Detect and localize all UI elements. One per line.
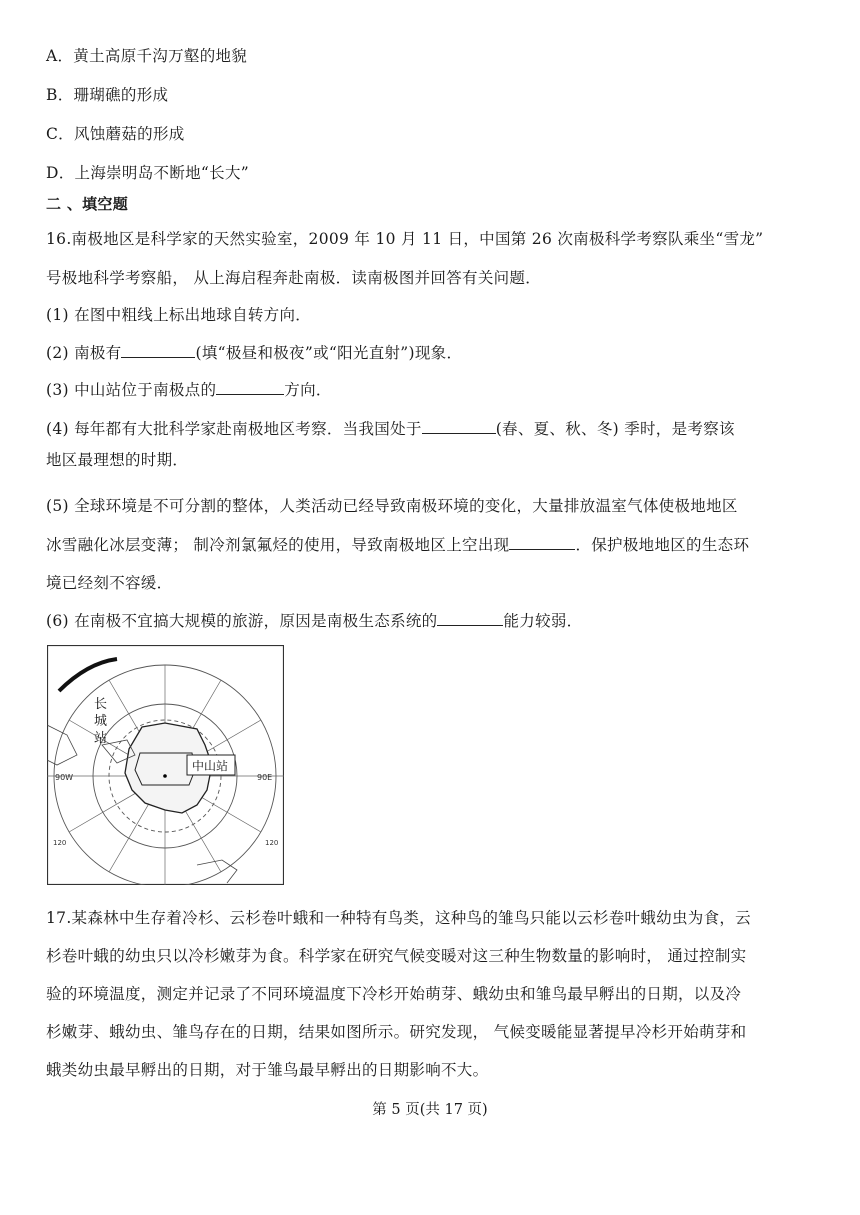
q16-part-5-text-c: ．保护极地地区的生态环 — [575, 536, 750, 554]
q16-part-2-text-b: (填“极昼和极夜”或“阳光直射”)现象． — [195, 344, 463, 362]
page-footer: 第 5 页(共 17 页) — [372, 1102, 488, 1118]
option-d: D．上海崇明岛不断地“长大” — [46, 164, 249, 182]
svg-text:长: 长 — [94, 697, 108, 712]
label-90e: 90E — [257, 773, 273, 782]
answer-blank-4[interactable] — [422, 419, 496, 434]
q16-part-3-text-a: (3) 中山站位于南极点的 — [46, 381, 217, 399]
svg-text:站: 站 — [94, 731, 108, 746]
q17-line-3: 验的环境温度，测定并记录了不同环境温度下冷杉开始萌芽、蛾幼虫和雏鸟最早孵出的日期，以及冷 — [46, 985, 742, 1003]
q17-line-2: 杉卷叶蛾的幼虫只以冷杉嫩芽为食。科学家在研究气候变暖对这三种生物数量的影响时， 通过控制实 — [46, 947, 747, 965]
q16-part-3-text-b: 方向． — [284, 381, 332, 399]
antarctica-map — [47, 645, 284, 885]
q16-part-4-cont: 地区最理想的时期． — [46, 451, 189, 469]
q16-part-4-text-b: (春、夏、秋、冬) 季时，是考察该 — [495, 420, 735, 438]
option-b: B．珊瑚礁的形成 — [46, 86, 169, 104]
q16-part-5-text-b: 冰雪融化冰层变薄； 制冷剂氯氟烃的使用，导致南极地区上空出现 — [46, 536, 510, 554]
answer-blank-2[interactable] — [121, 343, 195, 358]
label-120-left: 120 — [53, 839, 67, 847]
label-changcheng — [94, 697, 107, 746]
q16-part-2 — [46, 341, 462, 363]
section-title: 二 、填空题 — [46, 195, 129, 213]
label-zhongshan: 中山站 — [192, 759, 229, 773]
q16-part-1: (1) 在图中粗线上标出地球自转方向． — [46, 306, 312, 324]
q17-line-1: 17.某森林中生存着冷杉、云杉卷叶蛾和一种特有鸟类，这种鸟的雏鸟只能以云杉卷叶蛾幼虫为食，云 — [46, 909, 751, 927]
q16-part-6-text-b: 能力较弱． — [503, 612, 583, 630]
q16-part-4 — [46, 417, 735, 439]
q16-part-2-text-a: (2) 南极有 — [46, 344, 122, 362]
q16-intro-line-1: 16.南极地区是科学家的天然实验室，2009 年 10 月 11 日，中国第 26 次南极科学考察队乘坐“雪龙” — [46, 230, 764, 248]
option-a: A．黄土高原千沟万壑的地貌 — [46, 47, 248, 65]
q16-intro-line-2: 号极地科学考察船， 从上海启程奔赴南极．读南极图并回答有关问题． — [46, 269, 542, 287]
q16-part-3 — [46, 378, 332, 400]
q17-line-4: 杉嫩芽、蛾幼虫、雏鸟存在的日期，结果如图所示。研究发现， 气候变暖能显著提早冷杉开始萌芽和 — [46, 1023, 747, 1041]
q16-part-4-text-a: (4) 每年都有大批科学家赴南极地区考察．当我国处于 — [46, 420, 422, 438]
option-c: C．风蚀蘑菇的形成 — [46, 125, 185, 143]
q16-part-5-line-3: 境已经刻不容缓． — [46, 574, 173, 592]
q16-part-6 — [46, 609, 583, 631]
q16-part-6-text-a: (6) 在南极不宜搞大规模的旅游，原因是南极生态系统的 — [46, 612, 438, 630]
label-90w: 90W — [55, 773, 74, 782]
answer-blank-3[interactable] — [216, 380, 284, 395]
answer-blank-6[interactable] — [437, 611, 503, 626]
label-120-right: 120 — [265, 839, 279, 847]
q17-line-5: 蛾类幼虫最早孵出的日期，对于雏鸟最早孵出的日期影响不大。 — [46, 1061, 489, 1079]
q16-part-5-line-2 — [46, 533, 749, 555]
q16-part-5-line-1: (5) 全球环境是不可分割的整体，人类活动已经导致南极环境的变化，大量排放温室气体使极地地区 — [46, 497, 738, 515]
svg-text:城: 城 — [94, 714, 108, 729]
answer-blank-5[interactable] — [509, 535, 575, 550]
